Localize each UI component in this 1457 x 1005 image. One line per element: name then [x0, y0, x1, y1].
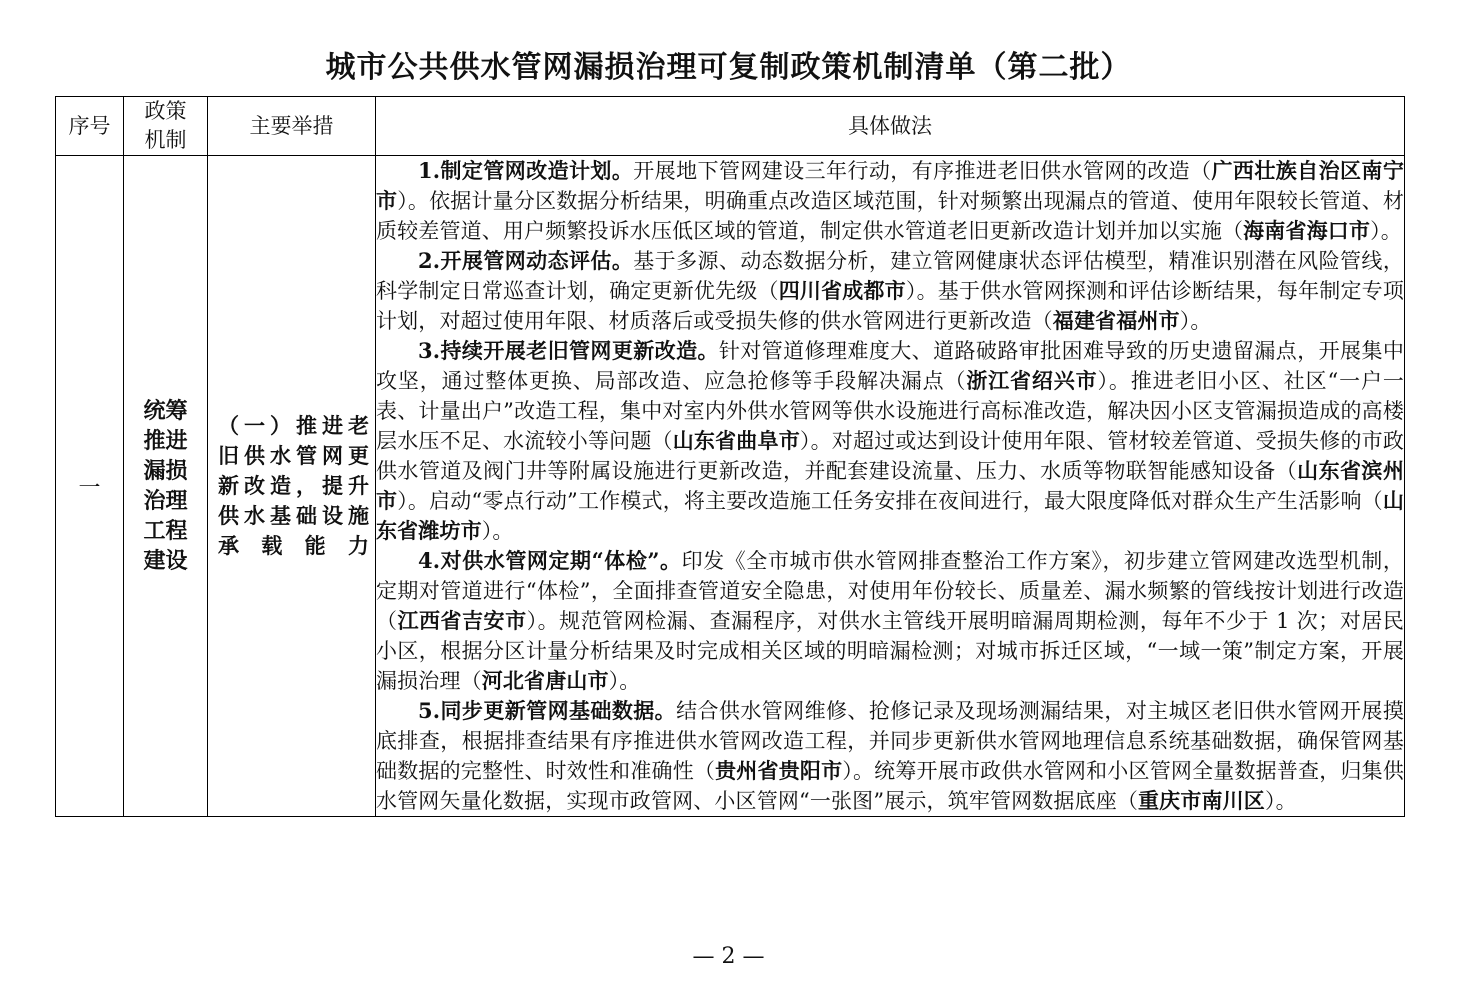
measure-line: 旧供水管网更 — [218, 443, 369, 468]
detail-text: 基于多源、动态数据分析，建立管网健康状态评估模型，精准识别潜在风险管线，科学制定日常巡查计划，确定更新优先级（ — [376, 249, 1404, 303]
mechanism-line: 漏损 — [143, 458, 188, 484]
detail-text: ）。规范管网检漏、查漏程序，对供水主管线开展明暗漏周期检测，每年不少于 1 次；对居民小区，根据分区计量分析结果及时完成相关区域的明暗漏检测；对城市拆迁区域，“一域一策”制定方案，开展漏损治理（ — [376, 609, 1404, 693]
mechanism-line: 推进 — [143, 428, 188, 454]
detail-item-lead: 4.对供水管网定期“体检”。 — [418, 548, 682, 573]
detail-city-name: 重庆市南川区 — [1138, 788, 1265, 813]
header-mechanism — [124, 97, 208, 156]
detail-text: 印发《全市城市供水管网排查整治工作方案》，初步建立管网建改选型机制，定期对管道进行“体检”，全面排查管道安全隐患，对使用年份较长、质量差、漏水频繁的管线按计划进行改造（ — [376, 549, 1404, 633]
header-mechanism-line1: 政策 — [144, 99, 187, 123]
mechanism-line: 统筹 — [143, 398, 188, 424]
detail-item — [376, 156, 1404, 246]
header-detail: 具体做法 — [376, 97, 1405, 156]
row-number: 一 — [56, 156, 124, 817]
detail-text: 开展地下管网建设三年行动，有序推进老旧供水管网的改造（ — [633, 159, 1212, 183]
measure-text — [208, 411, 375, 561]
detail-item-lead: 5.同步更新管网基础数据。 — [418, 698, 677, 723]
header-measure: 主要举措 — [208, 97, 376, 156]
table-row — [56, 156, 1405, 817]
detail-city-name: 江西省吉安市 — [397, 608, 527, 633]
detail-city-name: 福建省福州市 — [1052, 308, 1180, 333]
measure-line: （一）推进老 — [218, 413, 369, 438]
page-number: — 2 — — [692, 944, 765, 969]
detail-item-lead: 2.开展管网动态评估。 — [418, 248, 634, 273]
detail-item — [376, 546, 1404, 696]
detail-city-name: 广西壮族自治区南宁市 — [376, 158, 1404, 213]
table-header-row — [56, 97, 1405, 156]
detail-item — [376, 696, 1404, 816]
detail-text: ）。推进老旧小区、社区“一户一表、计量出户”改造工程，集中对室内外供水管网等供水设施进行高标准改造，解决因小区支管漏损造成的高楼层水压不足、水流较小等问题（ — [376, 369, 1404, 453]
detail-text: ）。对超过或达到设计使用年限、管材较差管道、受损失修的市政供水管道及阀门井等附属设施进行更新改造，并配套建设流量、压力、水质等物联智能感知设备（ — [376, 429, 1404, 483]
measure-line: 承载能力 — [218, 533, 369, 558]
detail-text: 针对管道修理难度大、道路破路审批困难导致的历史遗留漏点，开展集中攻坚，通过整体更换、局部改造、应急抢修等手段解决漏点（ — [376, 339, 1405, 393]
mechanism-line: 治理 — [143, 488, 188, 514]
measure-cell — [208, 156, 376, 817]
detail-city-name: 山东省潍坊市 — [376, 488, 1404, 543]
header-mechanism-line2: 机制 — [144, 128, 187, 152]
mechanism-text — [124, 396, 207, 576]
detail-city-name: 浙江省绍兴市 — [966, 368, 1098, 393]
detail-item-lead: 1.制定管网改造计划。 — [418, 158, 634, 183]
detail-cell — [376, 156, 1405, 817]
detail-city-name: 山东省滨州市 — [376, 458, 1404, 513]
detail-text: ）。基于供水管网探测和评估诊断结果，每年制定专项计划，对超过使用年限、材质落后或受损失修的供水管网进行更新改造（ — [376, 279, 1404, 333]
measure-line: 供水基础设施 — [218, 503, 369, 528]
measure-line: 新改造，提升 — [218, 473, 369, 498]
policy-table — [55, 96, 1405, 817]
detail-text: ）。 — [1264, 789, 1297, 813]
detail-city-name: 河北省唐山市 — [481, 668, 609, 693]
header-no: 序号 — [56, 97, 124, 156]
detail-item — [376, 246, 1404, 336]
detail-text: ）。统筹开展市政供水管网和小区管网全量数据普查，归集供水管网矢量化数据，实现市政管网、小区管网“一张图”展示，筑牢管网数据底座（ — [376, 759, 1404, 813]
detail-city-name: 山东省曲阜市 — [672, 428, 800, 453]
detail-text: ）。依据计量分区数据分析结果，明确重点改造区域范围，针对频繁出现漏点的管道、使用年限较长管道、材质较差管道、用户频繁投诉水压低区域的管道，制定供水管道老旧更新改造计划并加以实施（ — [376, 189, 1404, 243]
detail-text: ）。 — [481, 519, 514, 543]
detail-city-name: 四川省成都市 — [778, 278, 906, 303]
document-title: 城市公共供水管网漏损治理可复制政策机制清单（第二批） — [325, 50, 1132, 85]
detail-item — [376, 336, 1404, 546]
detail-text: ）。 — [608, 669, 641, 693]
detail-text: ）。 — [1370, 219, 1402, 243]
detail-text: ）。启动“零点行动”工作模式，将主要改造施工任务安排在夜间进行，最大限度降低对群众生产生活影响（ — [397, 489, 1383, 513]
mechanism-line: 建设 — [143, 548, 188, 574]
detail-text: 结合供水管网维修、抢修记录及现场测漏结果，对主城区老旧供水管网开展摸底排查，根据排查结果有序推进供水管网改造工程，并同步更新供水管网地理信息系统基础数据，确保管网基础数据的完整性、时效性和准确性（ — [376, 699, 1404, 783]
detail-city-name: 贵州省贵阳市 — [715, 758, 843, 783]
detail-items — [376, 156, 1404, 816]
detail-city-name: 海南省海口市 — [1243, 218, 1371, 243]
mechanism-cell — [124, 156, 208, 817]
detail-item-lead: 3.持续开展老旧管网更新改造。 — [418, 338, 719, 363]
mechanism-line: 工程 — [143, 518, 188, 544]
detail-text: ）。 — [1179, 309, 1212, 333]
